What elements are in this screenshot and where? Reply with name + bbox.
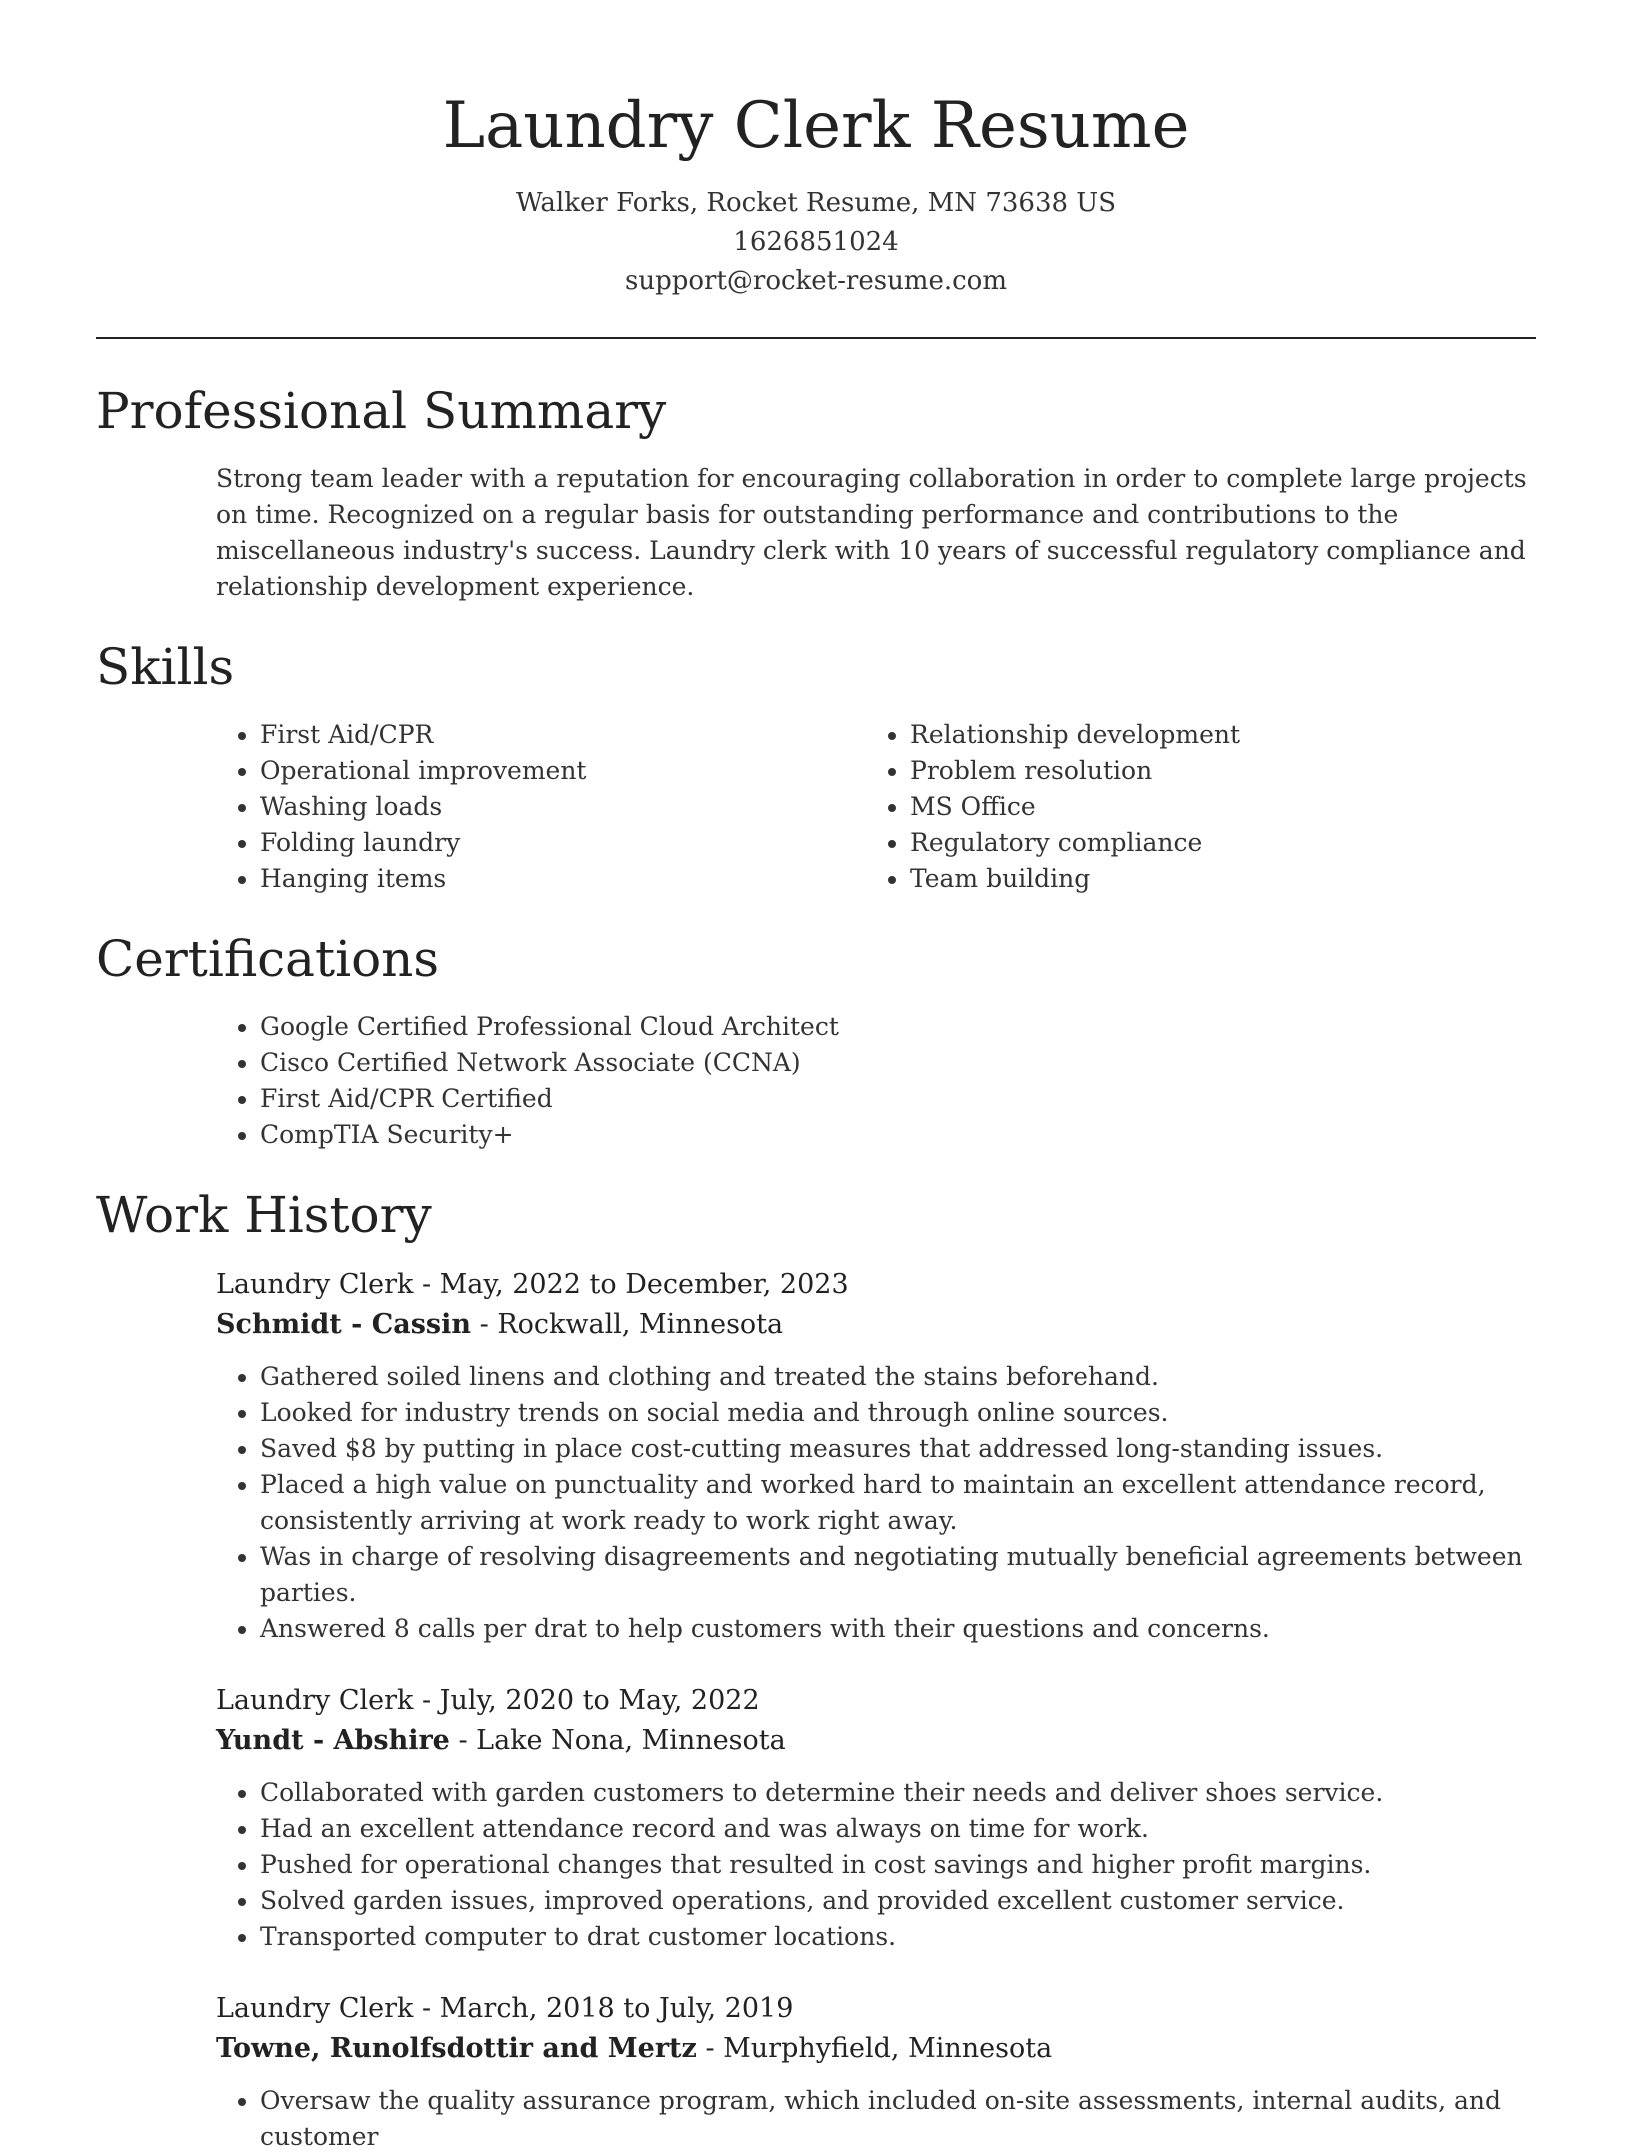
skill-item: • Team building bbox=[910, 861, 1516, 897]
work-history-heading: Work History bbox=[96, 1186, 432, 1244]
skills-section bbox=[96, 635, 1536, 897]
job-company: Towne, Runolfsdottir and Mertz bbox=[216, 2033, 697, 2064]
job-duty: • Was in charge of resolving disagreements and negotiating mutually beneficial agreements between parties. bbox=[260, 1539, 1536, 1611]
job-duty: • Gathered soiled linens and clothing and treated the stains beforehand. bbox=[260, 1359, 1536, 1395]
job-location: - Lake Nona, Minnesota bbox=[449, 1725, 786, 1756]
job-duty: • Answered 8 calls per drat to help customers with their questions and concerns. bbox=[260, 1611, 1536, 1647]
job-duty: • Transported computer to drat customer locations. bbox=[260, 1919, 1536, 1955]
job-company: Yundt - Abshire bbox=[216, 1725, 450, 1756]
job-dates: - May, 2022 to December, 2023 bbox=[413, 1269, 849, 1300]
job-company: Schmidt - Cassin bbox=[216, 1309, 472, 1340]
job-duties bbox=[216, 2083, 1536, 2155]
job-title-line bbox=[216, 1681, 1536, 1721]
job-entry bbox=[216, 1265, 1536, 1647]
job-duty: • Had an excellent attendance record and was always on time for work. bbox=[260, 1811, 1536, 1847]
job-location: - Rockwall, Minnesota bbox=[471, 1309, 784, 1340]
certifications-list bbox=[216, 1009, 1536, 1153]
summary-heading: Professional Summary bbox=[96, 382, 667, 440]
job-duties bbox=[216, 1775, 1536, 1955]
certification-item: • CompTIA Security+ bbox=[260, 1117, 1536, 1153]
job-entry bbox=[216, 1681, 1536, 1955]
skill-item: • Folding laundry bbox=[260, 825, 866, 861]
skill-item: • Problem resolution bbox=[910, 753, 1516, 789]
certification-item: • Google Certified Professional Cloud Architect bbox=[260, 1009, 1536, 1045]
skills-column-left bbox=[216, 717, 866, 897]
job-company-line bbox=[216, 1305, 1536, 1345]
job-dates: - March, 2018 to July, 2019 bbox=[413, 1993, 794, 2024]
skill-item: • Hanging items bbox=[260, 861, 866, 897]
header-divider bbox=[96, 337, 1536, 339]
job-duty: • Placed a high value on punctuality and worked hard to maintain an excellent attendance record, consistently arriving at work ready to work right away. bbox=[260, 1467, 1536, 1539]
job-duties bbox=[216, 1359, 1536, 1647]
work-history-section bbox=[96, 1183, 1536, 2155]
resume-page bbox=[96, 0, 1536, 2155]
job-company-line bbox=[216, 2029, 1536, 2069]
skills-list bbox=[216, 717, 1536, 897]
job-title: Laundry Clerk bbox=[216, 1269, 414, 1300]
job-title: Laundry Clerk bbox=[216, 1685, 414, 1716]
certifications-section bbox=[96, 927, 1536, 1153]
job-duty: • Looked for industry trends on social media and through online sources. bbox=[260, 1395, 1536, 1431]
job-title-line bbox=[216, 1265, 1536, 1305]
certification-item: • Cisco Certified Network Associate (CCNA) bbox=[260, 1045, 1536, 1081]
skill-item: • First Aid/CPR bbox=[260, 717, 866, 753]
summary-text: Strong team leader with a reputation for encouraging collaboration in order to complete large projects on time. Recognized on a regular basis for outstanding performance and contributions to the miscellaneous industry's success. Laundry clerk with 10 years of successful regulatory compliance and relationship development experience. bbox=[216, 464, 1527, 601]
certification-item: • First Aid/CPR Certified bbox=[260, 1081, 1536, 1117]
skill-item: • Operational improvement bbox=[260, 753, 866, 789]
skill-item: • MS Office bbox=[910, 789, 1516, 825]
job-entry bbox=[216, 1989, 1536, 2155]
job-title: Laundry Clerk bbox=[216, 1993, 414, 2024]
resume-header bbox=[96, 0, 1536, 301]
skill-item: • Relationship development bbox=[910, 717, 1516, 753]
job-duty: • Oversaw the quality assurance program, which included on-site assessments, internal audits, and customer bbox=[260, 2083, 1536, 2155]
job-company-line bbox=[216, 1721, 1536, 1761]
skills-heading: Skills bbox=[96, 638, 235, 696]
job-duty: • Solved garden issues, improved operations, and provided excellent customer service. bbox=[260, 1883, 1536, 1919]
contact-address: Walker Forks, Rocket Resume, MN 73638 US bbox=[515, 188, 1117, 218]
certifications-heading: Certifications bbox=[96, 930, 440, 988]
skill-item: • Regulatory compliance bbox=[910, 825, 1516, 861]
resume-title: Laundry Clerk Resume bbox=[442, 89, 1190, 163]
contact-phone: 1626851024 bbox=[733, 227, 899, 257]
skill-item: • Washing loads bbox=[260, 789, 866, 825]
job-duty: • Pushed for operational changes that resulted in cost savings and higher profit margins. bbox=[260, 1847, 1536, 1883]
summary-section bbox=[96, 379, 1536, 605]
job-dates: - July, 2020 to May, 2022 bbox=[413, 1685, 760, 1716]
job-location: - Murphyfield, Minnesota bbox=[696, 2033, 1053, 2064]
job-duty: • Saved $8 by putting in place cost-cutting measures that addressed long-standing issues. bbox=[260, 1431, 1536, 1467]
job-duty: • Collaborated with garden customers to determine their needs and deliver shoes service. bbox=[260, 1775, 1536, 1811]
contact-info bbox=[96, 184, 1536, 301]
contact-email: support@rocket-resume.com bbox=[624, 266, 1007, 296]
job-title-line bbox=[216, 1989, 1536, 2029]
skills-column-right bbox=[866, 717, 1516, 897]
